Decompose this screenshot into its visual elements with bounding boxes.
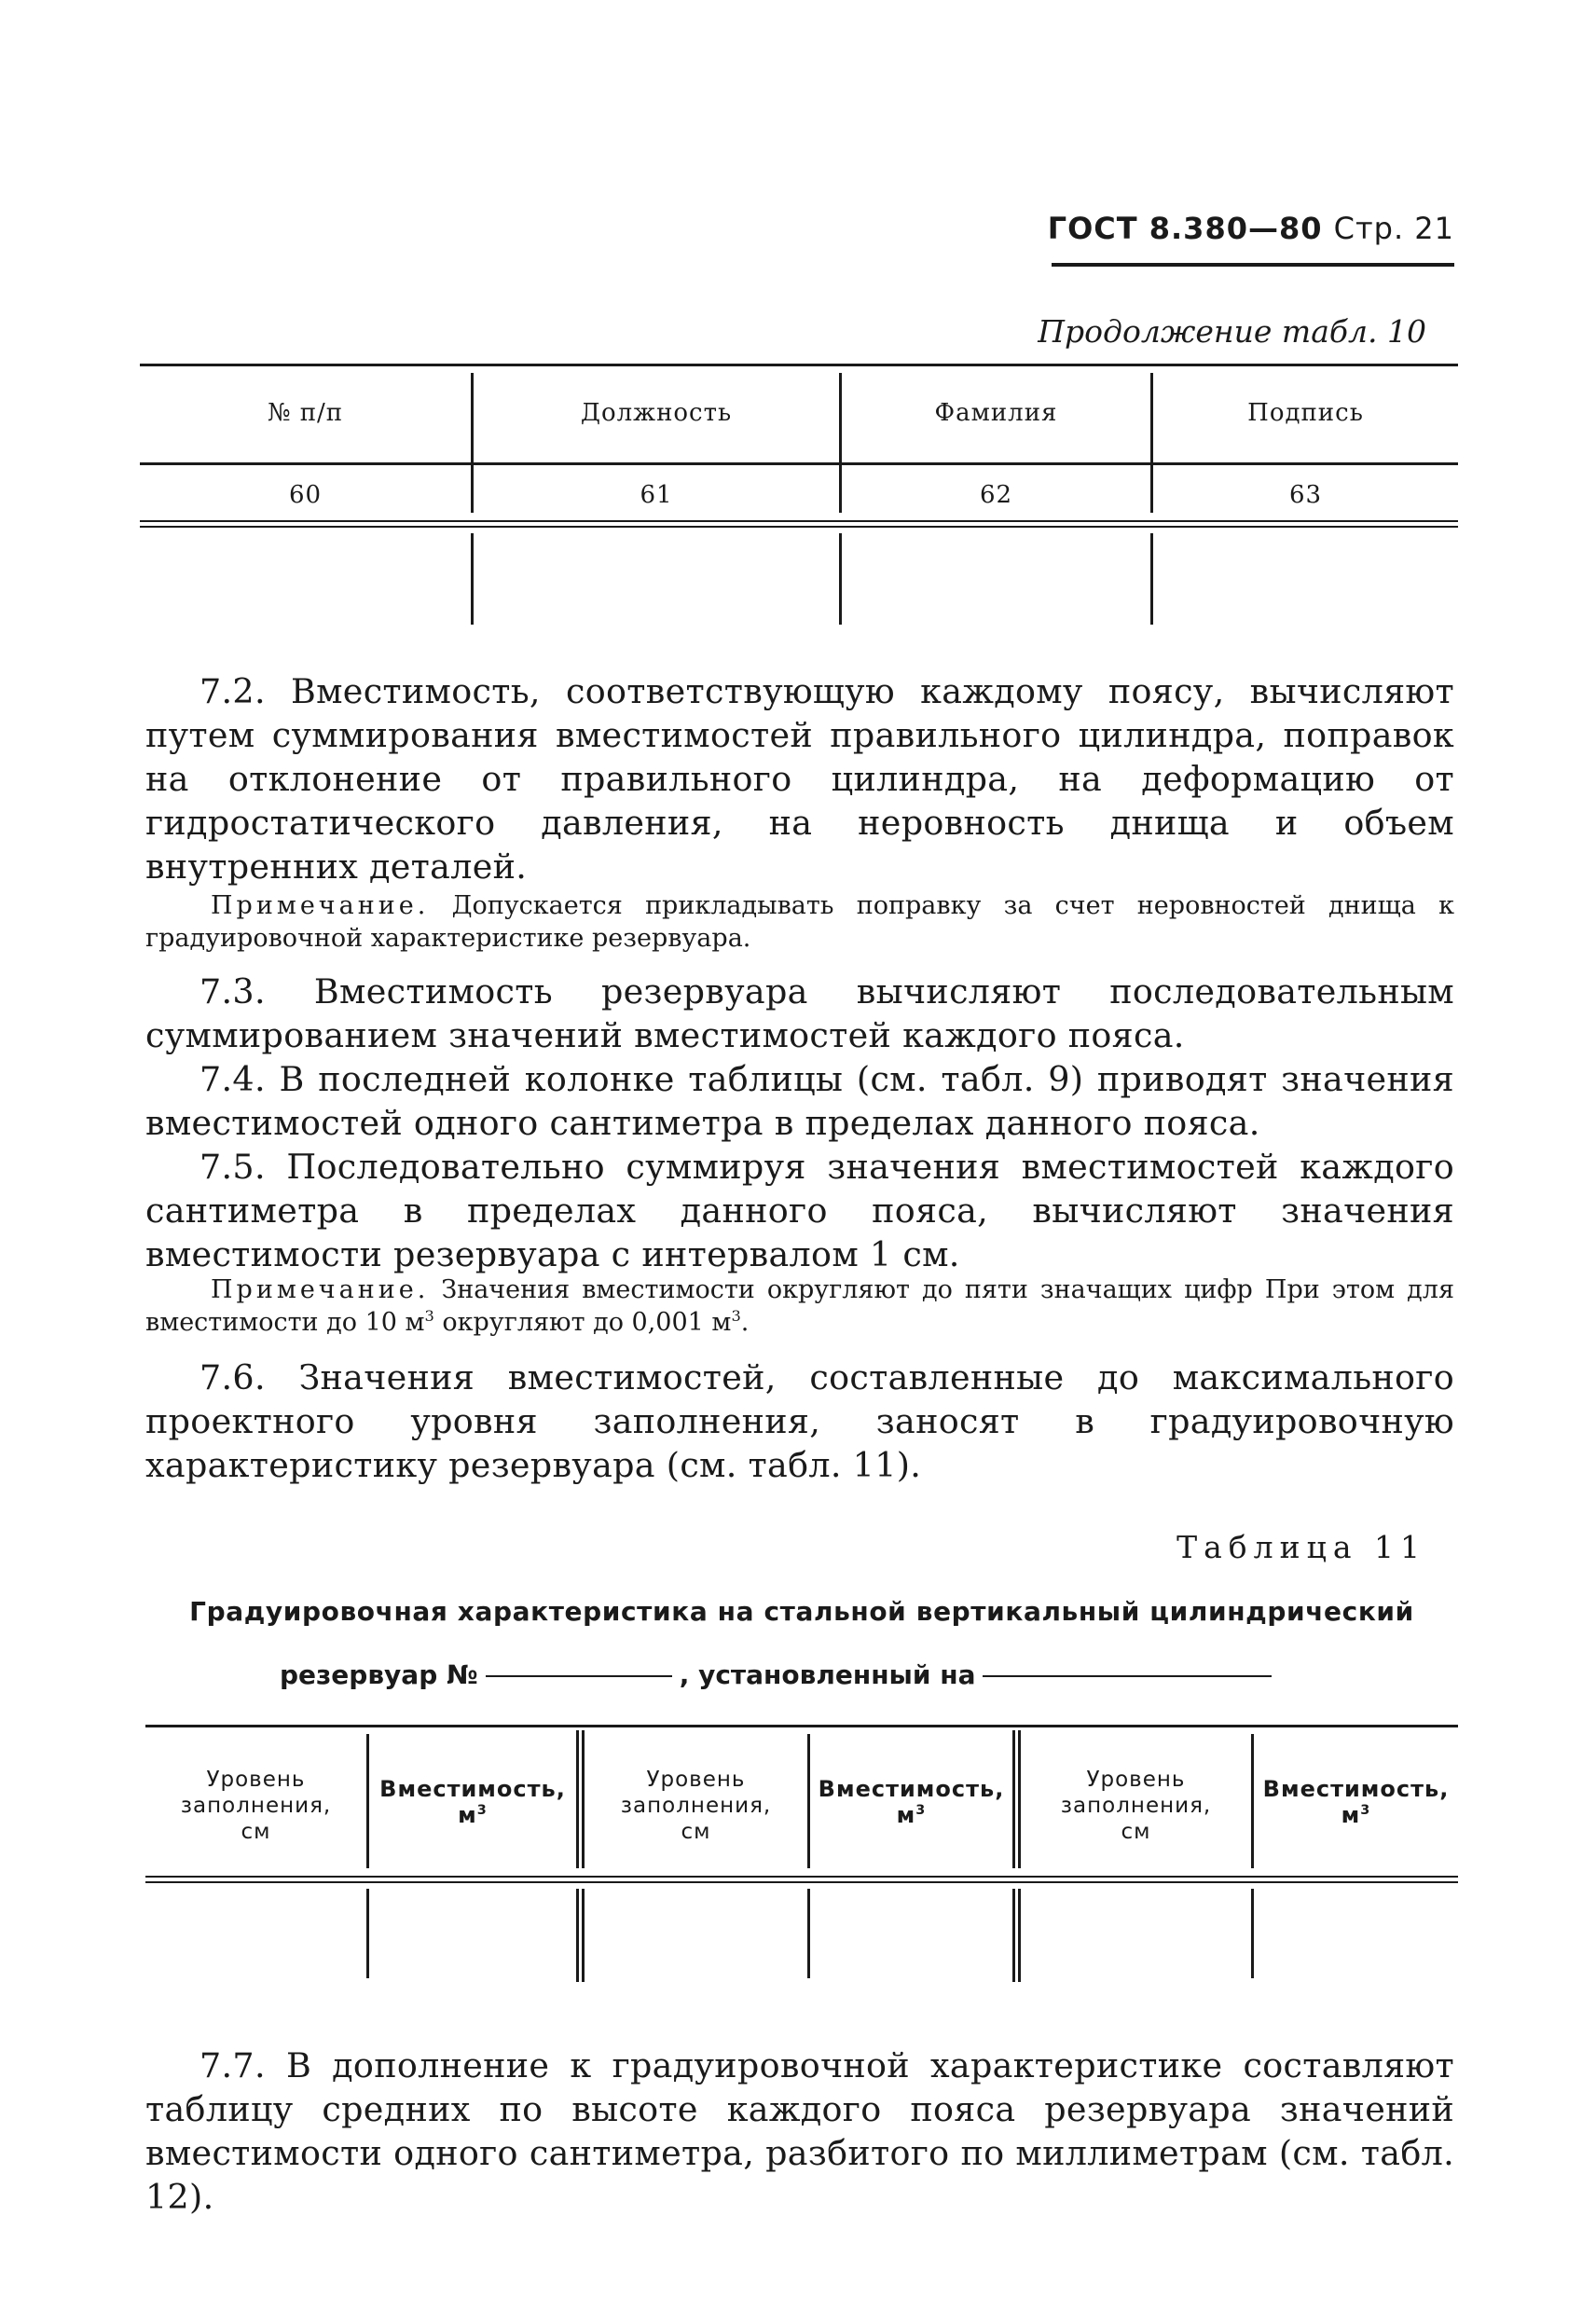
subtitle-part: резервуар №: [280, 1659, 478, 1690]
unit: м: [1341, 1802, 1361, 1828]
column-header-volume: [369, 1776, 576, 1828]
column-number: 62: [979, 481, 1013, 509]
header-line: см: [241, 1820, 271, 1844]
column-header: Должность: [580, 399, 733, 427]
paragraph-7-6: 7.6. Значения вместимостей, составленные до максимального проектного уровня заполнения, заносят в градуировочную характеристику резервуара (см. табл. 11).: [145, 1357, 1454, 1485]
header-line: заполнения,: [620, 1794, 772, 1818]
header-line: Уровень: [646, 1768, 746, 1792]
note-label: Примечание.: [211, 1275, 430, 1304]
column-header-volume: [1254, 1776, 1458, 1828]
table-divider: [366, 1889, 369, 1978]
header-line: Вместимость,: [818, 1776, 1005, 1802]
page-number: Стр. 21: [1333, 211, 1454, 246]
note-2: [145, 1273, 1454, 1339]
header-line: [1254, 1802, 1458, 1828]
column-header-level: [1021, 1767, 1251, 1845]
header-line: Вместимость,: [379, 1776, 566, 1802]
fill-in-blank: [983, 1675, 1272, 1677]
column-header: Фамилия: [934, 399, 1058, 427]
table-divider: [1012, 1730, 1015, 1868]
table-divider: [807, 1889, 810, 1978]
superscript: 3: [1360, 1803, 1371, 1818]
superscript: 3: [915, 1803, 927, 1818]
note-text: округляют до 0,001 м: [433, 1308, 732, 1337]
header-line: заполнения,: [1060, 1794, 1212, 1818]
header-line: см: [1121, 1820, 1151, 1844]
header-line: Уровень: [206, 1768, 306, 1792]
table-rule: [145, 1876, 1458, 1878]
subtitle-part: , установленный на: [679, 1659, 976, 1690]
column-header-level: [145, 1767, 366, 1845]
paragraph-7-7: 7.7. В дополнение к градуировочной характеристике составляют таблицу средних по высоте каждого пояса резервуара значений вместимости одного сантиметра, разбитого по миллиметрам (см. табл. 12).: [145, 2045, 1454, 2217]
table-divider: [576, 1889, 579, 1982]
table-rule: [145, 1881, 1458, 1883]
table-rule: [140, 520, 1458, 522]
document-number: ГОСТ 8.380—80: [1047, 211, 1323, 246]
note-1: [145, 889, 1454, 955]
column-header-volume: [810, 1776, 1012, 1828]
table-rule: [140, 526, 1458, 528]
paragraph-7-2: 7.2. Вместимость, соответствующую каждому поясу, вычисляют путем суммирования вместимостей правильного цилиндра, поправок на отклонение от правильного цилиндра, на деформацию от гидростатического давления, на неровность днища и объем внутренних деталей.: [145, 671, 1454, 887]
header-line: Вместимость,: [1262, 1776, 1450, 1802]
header-line: [369, 1802, 576, 1828]
table-divider: [576, 1730, 579, 1868]
table-divider: [471, 533, 474, 625]
table-divider: [1018, 1889, 1021, 1982]
table-continuation-label: Продолжение табл. 10: [1038, 313, 1426, 350]
column-number: 61: [640, 481, 673, 509]
unit: м: [896, 1802, 916, 1828]
header-line: см: [681, 1820, 711, 1844]
header-line: Уровень: [1086, 1768, 1186, 1792]
table-divider: [1150, 533, 1153, 625]
column-header: № п/п: [267, 399, 344, 427]
note-text: .: [740, 1308, 750, 1337]
table-divider: [582, 1889, 585, 1982]
header-rule: [1052, 263, 1454, 267]
unit: м: [458, 1802, 477, 1828]
paragraph-7-4: 7.4. В последней колонке таблицы (см. табл. 9) приводят значения вместимостей одного сантиметра в пределах данного пояса.: [145, 1059, 1454, 1143]
table-divider: [1012, 1889, 1015, 1982]
table-subtitle: [280, 1659, 1398, 1690]
table-divider: [839, 533, 842, 625]
table-label: Таблица 11: [1176, 1529, 1426, 1565]
superscript: 3: [424, 1307, 434, 1325]
table-rule: [140, 364, 1458, 366]
table-rule: [140, 462, 1458, 465]
page-header: [1025, 211, 1454, 246]
note-label: Примечание.: [211, 891, 430, 920]
column-header: Подпись: [1247, 399, 1364, 427]
header-line: [810, 1802, 1012, 1828]
table-rule: [145, 1725, 1458, 1727]
note-text: Значения вместимости округляют до пяти значащих цифр При этом для вместимости до 10 м: [145, 1275, 1454, 1337]
column-header-level: [585, 1767, 807, 1845]
fill-in-blank: [486, 1675, 672, 1677]
superscript: 3: [476, 1803, 488, 1818]
table-divider: [1251, 1889, 1254, 1978]
paragraph-7-5: 7.5. Последовательно суммируя значения вместимостей каждого сантиметра в пределах данного пояса, вычисляют значения вместимости резервуара с интервалом 1 см.: [145, 1147, 1454, 1274]
superscript: 3: [731, 1307, 741, 1325]
note-text: Допускается прикладывать поправку за счет неровностей днища к градуировочной характеристике резервуара.: [145, 891, 1454, 953]
column-number: 60: [288, 481, 323, 509]
paragraph-7-3: 7.3. Вместимость резервуара вычисляют последовательным суммированием значений вместимостей каждого пояса.: [145, 971, 1454, 1055]
header-line: заполнения,: [180, 1794, 332, 1818]
column-number: 63: [1288, 481, 1323, 509]
table-title: Градуировочная характеристика на стальной вертикальный цилиндрический: [189, 1596, 1414, 1627]
